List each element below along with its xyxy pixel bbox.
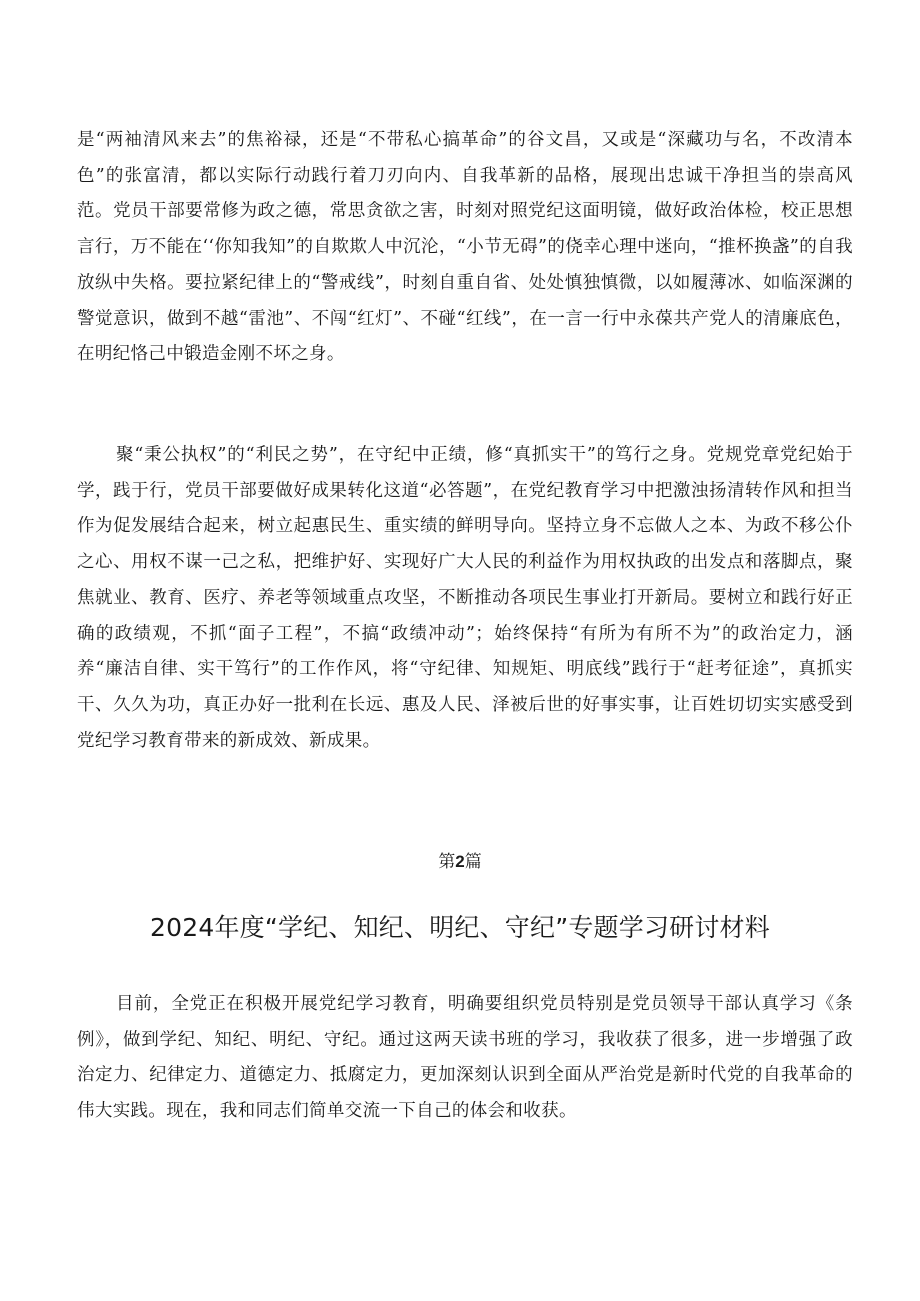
section-suffix: 篇 <box>464 852 482 872</box>
section-prefix: 第 <box>438 852 456 872</box>
intro-paragraph: 目前，全党正在积极开展党纪学习教育，明确要组织党员特别是党员领导干部认真学习《条例》，做到学纪、知纪、明纪、守纪。通过这两天读书班的学习，我收获了很多，进一步增强了政治定力、纪律定力、道德定力、抵腐定力，更加深刻认识到全面从严治党是新时代党的自我革命的伟大实践。现在，我和同志们简单交流一下自己的体会和收获。 <box>77 994 853 1122</box>
body-paragraph-2: 聚“秉公执权”的“利民之势”，在守纪中正绩，修“真抓实干”的笃行之身。党规党章党纪始于学，践于行，党员干部要做好成果转化这道“必答题”，在党纪教育学习中把激浊扬清转作风和担当作为促发展结合起来，树立起惠民生、重实绩的鲜明导向。坚持立身不忘做人之本、为政不移公仆之心、用权不谋一己之私，把维护好、实现好广大人民的利益作为用权执政的出发点和落脚点，聚焦就业、教育、医疗、养老等领域重点攻坚，不断推动各项民生事业打开新局。要树立和践行好正确的政绩观，不抓“面子工程”，不搞“政绩冲动”；始终保持“有所为有所不为”的政治定力，涵养“廉洁自律、实干笃行”的工作作风，将“守纪律、知规矩、明底线”践行于“赶考征途”，真抓实干、久久为功，真正办好一批利在长远、惠及人民、泽被后世的好事实事，让百姓切切实实感受到党纪学习教育带来的新成效、新成果。 <box>77 445 853 751</box>
section-number: 2 <box>455 852 465 871</box>
document-title: 2024年度“学纪、知纪、明纪、守纪”专题学习研讨材料 <box>150 913 770 942</box>
section-label <box>0 850 920 874</box>
body-paragraph-1: 是“两袖清风来去”的焦裕禄，还是“不带私心搞革命”的谷文昌，又或是“深藏功与名，不改清本色”的张富清，都以实际行动践行着刀刃向内、自我革新的品格，展现出忠诚干净担当的崇高风范。党员干部要常修为政之德，常思贪欲之害，时刻对照党纪这面明镜，做好政治体检，校正思想言行，万不能在‘‘你知我知”的自欺欺人中沉沦，“小节无碍”的侥幸心理中迷向，“推杯换盏”的自我放纵中失格。要拉紧纪律上的“警戒线”，时刻自重自省、处处慎独慎微，以如履薄冰、如临深渊的警觉意识，做到不越“雷池”、不闯“红灯”、不碰“红线”，在一言一行中永葆共产党人的清廉底色，在明纪恪己中锻造金刚不坏之身。 <box>77 130 853 365</box>
